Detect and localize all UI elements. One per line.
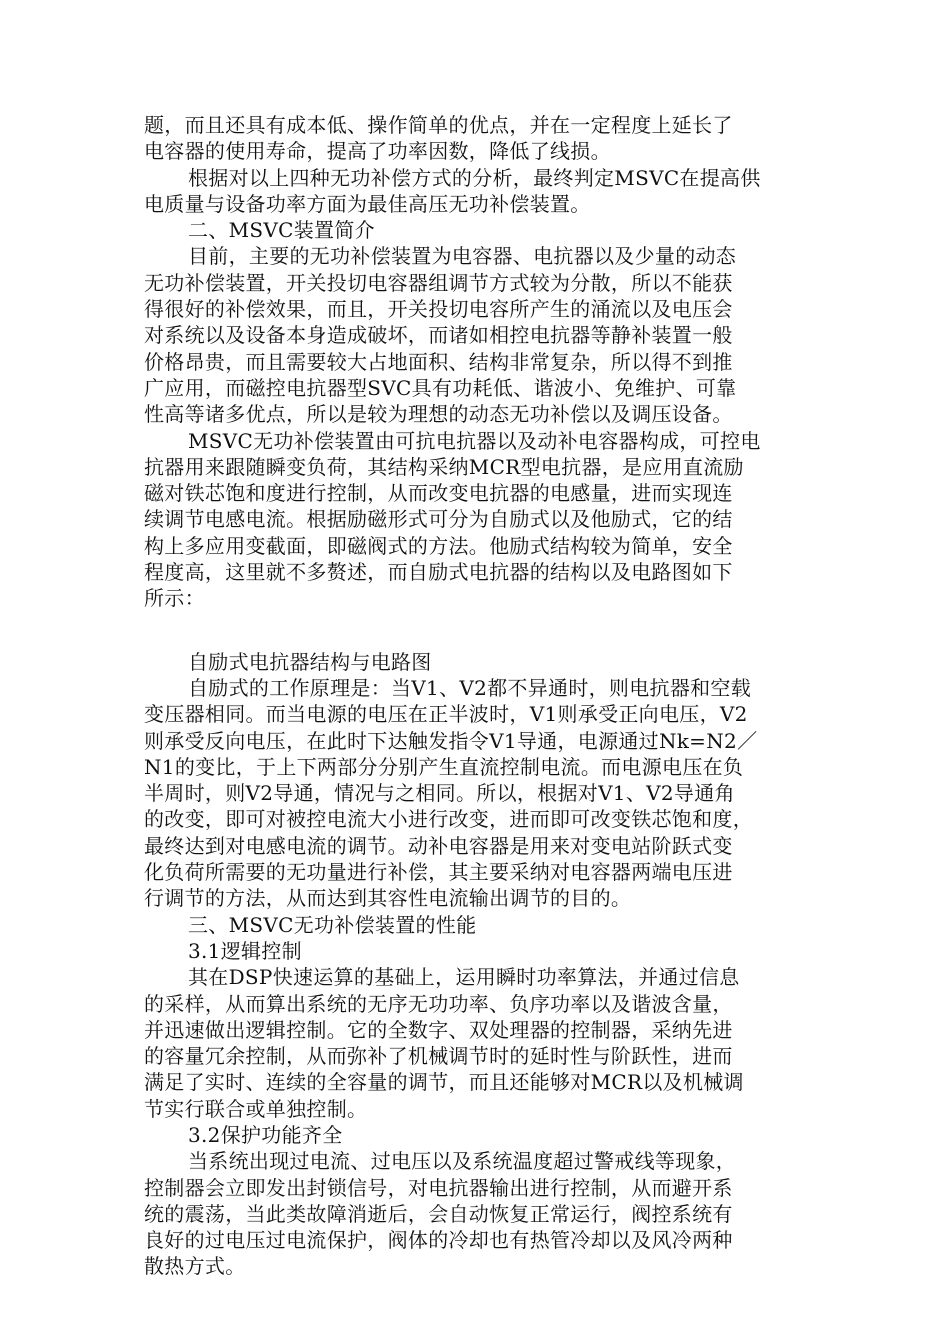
- text-line: 磁对铁芯饱和度进行控制，从而改变电抗器的电感量，进而实现连: [144, 481, 733, 506]
- text-line: 良好的过电压过电流保护，阀体的冷却也有热管冷却以及风冷两种: [144, 1228, 733, 1253]
- text-line: 自励式的工作原理是：当V1、V2都不异通时，则电抗器和空载: [188, 675, 752, 700]
- text-line: 当系统出现过电流、过电压以及系统温度超过警戒线等现象，: [188, 1149, 737, 1174]
- text-line: 满足了实时、连续的全容量的调节，而且还能够对MCR以及机械调: [144, 1070, 744, 1095]
- text-line: 行调节的方法，从而达到其容性电流输出调节的目的。: [144, 886, 632, 911]
- text-line: 性高等诸多优点，所以是较为理想的动态无功补偿以及调压设备。: [144, 402, 733, 427]
- text-line: 电质量与设备功率方面为最佳高压无功补偿装置。: [144, 191, 591, 216]
- text-line: 价格昂贵，而且需要较大占地面积、结构非常复杂，所以得不到推: [144, 349, 733, 374]
- text-line: 3.2保护功能齐全: [188, 1122, 343, 1147]
- text-line: 对系统以及设备本身造成破坏，而诸如相控电抗器等静补装置一般: [144, 323, 733, 348]
- document-page: [144, 112, 808, 1280]
- text-line: 抗器用来跟随瞬变负荷，其结构采纳MCR型电抗器，是应用直流励: [144, 454, 744, 479]
- text-line: 根据对以上四种无功补偿方式的分析，最终判定MSVC在提高供: [188, 165, 761, 190]
- text-line: 统的震荡，当此类故障消逝后，会自动恢复正常运行，阀控系统有: [144, 1201, 733, 1226]
- text-line: 变压器相同。而当电源的电压在正半波时，V1则承受正向电压，V2: [144, 702, 748, 727]
- text-line: 节实行联合或单独控制。: [144, 1096, 368, 1121]
- text-line: 二、MSVC装置简介: [188, 218, 375, 243]
- text-line: 目前，主要的无功补偿装置为电容器、电抗器以及少量的动态: [188, 244, 737, 269]
- text-line: 的采样，从而算出系统的无序无功功率、负序功率以及谐波含量，: [144, 991, 733, 1016]
- text-line: 的容量冗余控制，从而弥补了机械调节时的延时性与阶跃性，进而: [144, 1044, 733, 1069]
- text-line: 广应用，而磁控电抗器型SVC具有功耗低、谐波小、免维护、可靠: [144, 375, 737, 400]
- text-line: 控制器会立即发出封锁信号，对电抗器输出进行控制，从而避开系: [144, 1175, 733, 1200]
- text-line: 的改变，即可对被控电流大小进行改变，进而即可改变铁芯饱和度，: [144, 807, 753, 832]
- text-line: 构上多应用变截面，即磁阀式的方法。他励式结构较为简单，安全: [144, 533, 733, 558]
- blank-line: [144, 612, 808, 649]
- text-line: 半周时，则V2导通，情况与之相同。所以，根据对V1、V2导通角: [144, 781, 735, 806]
- text-line: 自励式电抗器结构与电路图: [188, 649, 432, 674]
- text-line: 得很好的补偿效果，而且，开关投切电容所产生的涌流以及电压会: [144, 297, 733, 322]
- text-line: 3.1逻辑控制: [188, 938, 302, 963]
- text-line: 最终达到对电感电流的调节。动补电容器是用来对变电站阶跃式变: [144, 833, 733, 858]
- text-line: 所示：: [144, 586, 205, 611]
- text-line: 散热方式。: [144, 1254, 246, 1279]
- text-line: 则承受反向电压，在此时下达触发指令V1导通，电源通过Nk=N2／: [144, 728, 758, 753]
- text-line: 程度高，这里就不多赘述，而自励式电抗器的结构以及电路图如下: [144, 560, 733, 585]
- text-line: 电容器的使用寿命，提高了功率因数，降低了线损。: [144, 139, 611, 164]
- text-line: 并迅速做出逻辑控制。它的全数字、双处理器的控制器，采纳先进: [144, 1017, 733, 1042]
- text-line: 题，而且还具有成本低、操作简单的优点，并在一定程度上延长了: [144, 113, 733, 137]
- text-line: 其在DSP快速运算的基础上，运用瞬时功率算法，并通过信息: [188, 965, 740, 990]
- text-line: 三、MSVC无功补偿装置的性能: [188, 912, 477, 937]
- text-line: 无功补偿装置，开关投切电容器组调节方式较为分散，所以不能获: [144, 270, 733, 295]
- text-line: N1的变比，于上下两部分分别产生直流控制电流。而电源电压在负: [144, 754, 744, 779]
- text-line: 化负荷所需要的无功量进行补偿，其主要采纳对电容器两端电压进: [144, 860, 733, 885]
- text-line: MSVC无功补偿装置由可抗电抗器以及动补电容器构成，可控电: [188, 428, 761, 453]
- text-line: 续调节电感电流。根据励磁形式可分为自励式以及他励式，它的结: [144, 507, 733, 532]
